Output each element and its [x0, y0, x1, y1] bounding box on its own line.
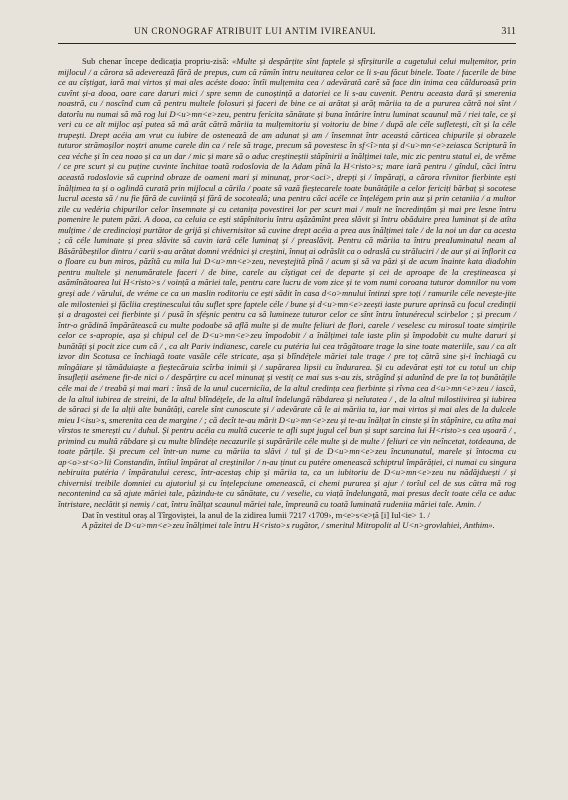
- page-number: 311: [501, 26, 516, 37]
- dedication-paragraph: [58, 56, 516, 510]
- intro-text: Sub chenar începe dedicația propriu-zisă:: [82, 56, 232, 66]
- running-title: UN CRONOGRAF ATRIBUIT LUI ANTIM IVIREANUL: [134, 26, 377, 36]
- signature: A păzitei de D<u>mn<e>zeu înălțimei tale întru H<risto>s rugător, / smeritul Mitropolit al U<n>grovlahiei, Anthim».: [82, 520, 495, 531]
- running-header: [58, 26, 516, 39]
- header-rule: [58, 43, 516, 44]
- page-body: [58, 56, 516, 531]
- dateline: Dat în vestitul oraș al Tîrgoviștei, la anul de la zidirea lumii 7217 ‹1709›, m<e>s<e>ță [i] Iul<ie> 1. /: [82, 509, 430, 520]
- dedication-text: «Multe și despărțite sînt faptele și sfîrșiturile a cugetului celui mulțemitor, prin mijlocul / a cărora să adeverează fără de prepus, cum că rămîn întru neuitarea celor ce li s-au făcut binele. Toate / facerile de bine ce au cîștigat, iară mai virtos și mai ales acéste doao: întîi mulțemita cea / adevărată carĕ să face din inima cea călduroasă prin cuvînt și-a dooa, oare care daruri mici / spre semn de cunoștință a datoriei ce li s-au cuvenit. Pentru aceasta dară și smerenia noastră, cu / noscînd cum că pentru multele folosuri și faceri de bine ce ai arătat și arăț măriia ta de a pururea cătră noi sînt / datorîu nu numai să mă rog lui D<u>mn<e>zeu, pentru ferícita sănătate și buna întărire întru luminat scaunul mă / riei tale, ce și veri cu ce alt mijloc așí putea să mă arăt cătră măriia ta mulțemitoriu și voitoriu de bine / după ale céle sufletești, cît și la céle trupești. Drept acéia am vrut cu iubire de ostenează de am adunat și am / însemnat într aceastá cărticea chipurile și obrazele tuturor strămoșilor noștri anume carele din ca / rele să trage, precum să povestesc în sf<î>nta și d<u>mn<e>zeiasca Scriptură în cea véche și în cea noao și ca un dar / mic și mare să o aduc creștineștii stăpînirii a înălțimei tale, mic zic pentru statul ei, de vrěme / ce pre scurt și cu puține cuvinte închitae toată rodoslovia de la Adam pînă la H<risto>s; mare iară pentru / gîndul, căci întru această rodoslovie să cuprind obraze de oameni mari și minunaț, pror<oci>, drepți și / împărați, a cărora rîvnitor fierbinte ești înălțimea ta și o oglindă curată prin mijlocul a cărila / poate să vază fieștecarele toate bunătățile a celor fericiți bărbaț și socotese lucrul acesta să / nu fie fără de cuviință și fără de socoteală; una pentru căci acéle ce înțelégem prin auz și prin cetaniia / a multor zile cu vedéria chipurilor celor însemnate și cu cetanița povestirei lor per scurt mai / mult ne încredințăm și mai pre lesne întru pomenire le putem păzi. A dooa, ca celuia ce ești stăpînitoriu întru așăzămînt prea slăvit și întru obăduire prea luminat și de atîta mulțime / de credincioși purtător de grijă și chivernisitor să cuvine drept acéia a prea aus înălțimei tale / de la noi un dar ca acesta ; că céle luminate și prea slăvite să cuvin iară céle luminaț și / preaslăviț. Pentru că măriia ta întru preaIuminatul neam al Băsărăbeștilor dintru / carii s-au arătat domni vrédnici și creștini, înnuț ai odrăslit ca o odraslă cu străluciri / de aur și ai înflorit ca o floare cu bun miros, păzîtă cu mila lui D<u>mn<e>zeu, neveștejită pînă / acum și să va păzi și de acum înainte kata diadohin pentru multele și nenumăratele faceri / de bine, carele au cîștigat cei de departe și cei de aproape de la creștineasca și asămînătoarea lui H<risto>s / voință a măriei tale, pentru care lucru de vom zice și te vom numi coroana tuturor domnilor nu vom greși ade / vărului, de vréme ce ca un maslin roditoriu ce ești sădit în casa d<o>mnului întinzi spre toți / ramurile céle nevește-jite ale milosteniei și făcliia creștinescului tău suflet spre faptele céle / bune și d<u>mn<e>zeești iaste purure aprinsă cu focul credinții și a dragostei cei fierbinte și / pusă în sféșnic pentru ca să lumineze tuturor celor ce sînt întru întunérecul scirbelor ; și precum / într-o grădină împărătească cu multe podoabe să află multe și de multe feliuri de flori, carele / veselesc cu mirosul toate simțirile celor ce s-apropie, așa și chipul cel de D<u>mn<e>zeu împodobit / a înălțimei tale iaste plin și împodobit cu multe daruri și bunătăți și pocit zice cum că / , ca alt Pariv indianesc, carele cu putéria lui cea trăgătoare trage la sine toate materiile, sau / ca alt izvor din Scotusa ce închiagă toate vasăle céle stricate, așa și blîndéțele măriei tale trage / pre toț cătră sine și-i închiagă cu mîngăiare și tămăduiaște a fieștecăruia scîrba inimii și / supărarea lipsii cu îndurarea. Și cu adevărat ești tot cu totul un chip însufleții asémene fir-de nici o / despărțire cu acel minunaț și vestiț ce mai sus s-au zis, străgînd și adunînd de pre la toț bunătățile céle mai de / treabă și mai mari : însă de la unul cucernicíia, de la altul credința cea fierbinte și rîvna cea d<u>mn<e>zeu / iască, de la altul iubirea de streini, de la altul blîndéțele, de la altul îndelungă răbdarea și neîutatea / , de la altul milostiivirea și iubirea de săraci și de la alții alte bunătăți, carele sînt cunoscute și / adevărate că le ai măriia ta, iar mai virtos și mai ales de la dulcele mieu I<isu>s, smerenita cea de margine / ; că decît te-au mărit D<u>mn<e>zeu și te-au înălțat în cinste și în stăpînire, cu atîta mai vîrstos te smerești cu / duhul. Și pentru acéia cu multă cucerie te afli supt jugul cel bun și supt sarcina lui H<risto>s cea ușoară / , primind cu multă răbdare și cu multe blîndéțe necazurile și supărările céle multe și de multe / feliuri ce vin neîncetat, totdeauna, de toate părțile. Și precum cel într-un nume cu măriia ta slăvi / tul și de D<u>mn<e>zeu încununatul, marele și întocma cu ap<o>st<o>lii Constandin, întîiul împărat al creștinilor / n-au ținut cu putére omenească schiptrul împărăției, ci numai cu singura nebiruita putéria / împăratului ceresc, într-acestaș chip și măriia ta, ca un iubitoriu de D<u>mn<e>zeu nu nădăjduești / și chivernisi treibile domniei cu ajutoriul și cu înțelepciune omenească, ci chemi purureа și ajur / torîul cel de sus cătra mă rog necontenind ca să ajute măriei tale, păzindu-te cu sănătate, cu / veselie, cu viață îndelungată, mai presus decît toate céla ce aduc întristare, neclătit și nemiș / cat, întru înălțat scaunul măriei tale, împreună cu toată luminată rudeniia măriei tale. Amin. /: [58, 56, 516, 509]
